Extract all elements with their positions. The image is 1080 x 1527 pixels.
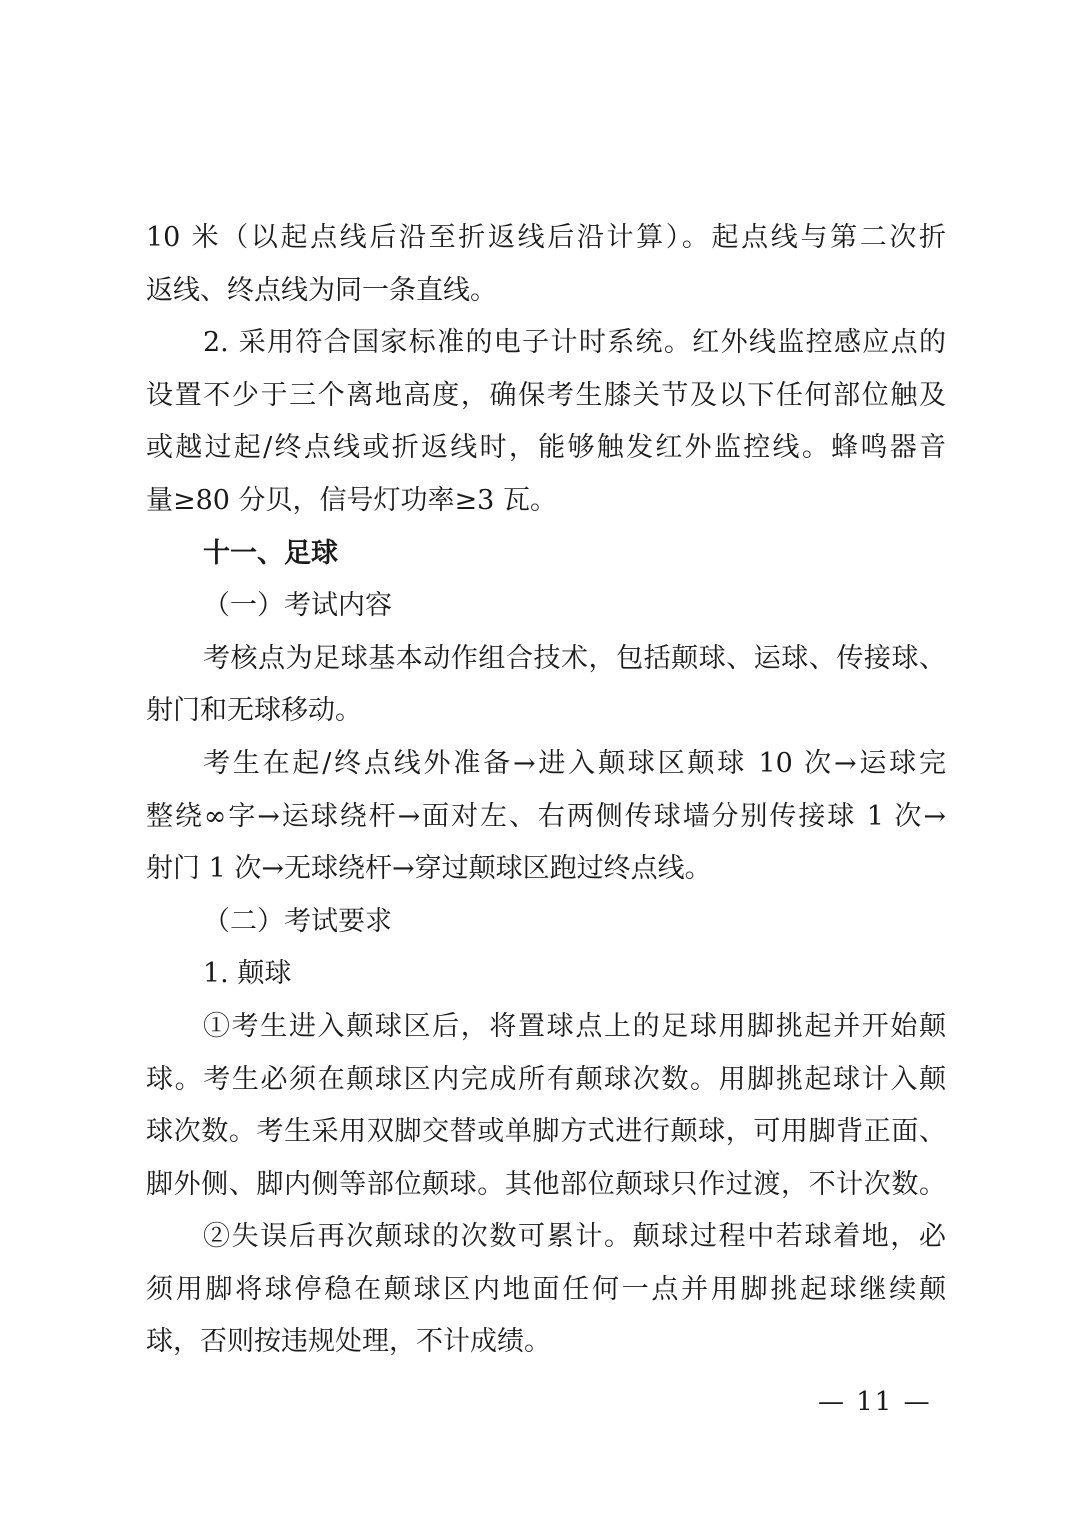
text-line: 球，否则按违规处理，不计成绩。 bbox=[146, 1326, 551, 1358]
subsection-heading: （二）考试要求 bbox=[203, 905, 392, 937]
text-line: 考核点为足球基本动作组合技术，包括颠球、运球、传接球、 bbox=[203, 642, 946, 674]
text-line: 须用脚将球停稳在颠球区内地面任何一点并用脚挑起球继续颠 bbox=[146, 1273, 946, 1305]
text-line: ①考生进入颠球区后，将置球点上的足球用脚挑起并开始颠 bbox=[203, 1010, 946, 1042]
text-line: 量≥80 分贝，信号灯功率≥3 瓦。 bbox=[146, 484, 557, 516]
section-heading: 十一、足球 bbox=[203, 537, 338, 569]
text-line: 射门和无球移动。 bbox=[146, 695, 362, 727]
text-line: 2. 采用符合国家标准的电子计时系统。红外线监控感应点的 bbox=[203, 327, 946, 359]
text-line: 或越过起/终点线或折返线时，能够触发红外监控线。蜂鸣器音 bbox=[146, 432, 946, 464]
document-body bbox=[146, 212, 946, 1369]
text-line: 10 米（以起点线后沿至折返线后沿计算）。起点线与第二次折 bbox=[146, 222, 946, 253]
item-heading: 1. 颠球 bbox=[203, 958, 292, 990]
text-line: 脚外侧、脚内侧等部位颠球。其他部位颠球只作过渡，不计次数。 bbox=[146, 1168, 946, 1200]
page-number: — 11 — bbox=[818, 1387, 932, 1417]
text-line: 返线、终点线为同一条直线。 bbox=[146, 274, 497, 306]
text-line: 球次数。考生采用双脚交替或单脚方式进行颠球，可用脚背正面、 bbox=[146, 1116, 946, 1148]
text-line: 射门 1 次→无球绕杆→穿过颠球区跑过终点线。 bbox=[146, 853, 712, 885]
text-line: ②失误后再次颠球的次数可累计。颠球过程中若球着地，必 bbox=[203, 1221, 946, 1253]
text-line: 设置不少于三个离地高度，确保考生膝关节及以下任何部位触及 bbox=[146, 379, 946, 411]
subsection-heading: （一）考试内容 bbox=[203, 590, 392, 622]
text-line: 球。考生必须在颠球区内完成所有颠球次数。用脚挑起球计入颠 bbox=[146, 1063, 946, 1095]
text-line: 考生在起/终点线外准备→进入颠球区颠球 10 次→运球完 bbox=[203, 747, 946, 779]
text-line: 整绕∞字→运球绕杆→面对左、右两侧传球墙分别传接球 1 次→ bbox=[146, 800, 946, 832]
